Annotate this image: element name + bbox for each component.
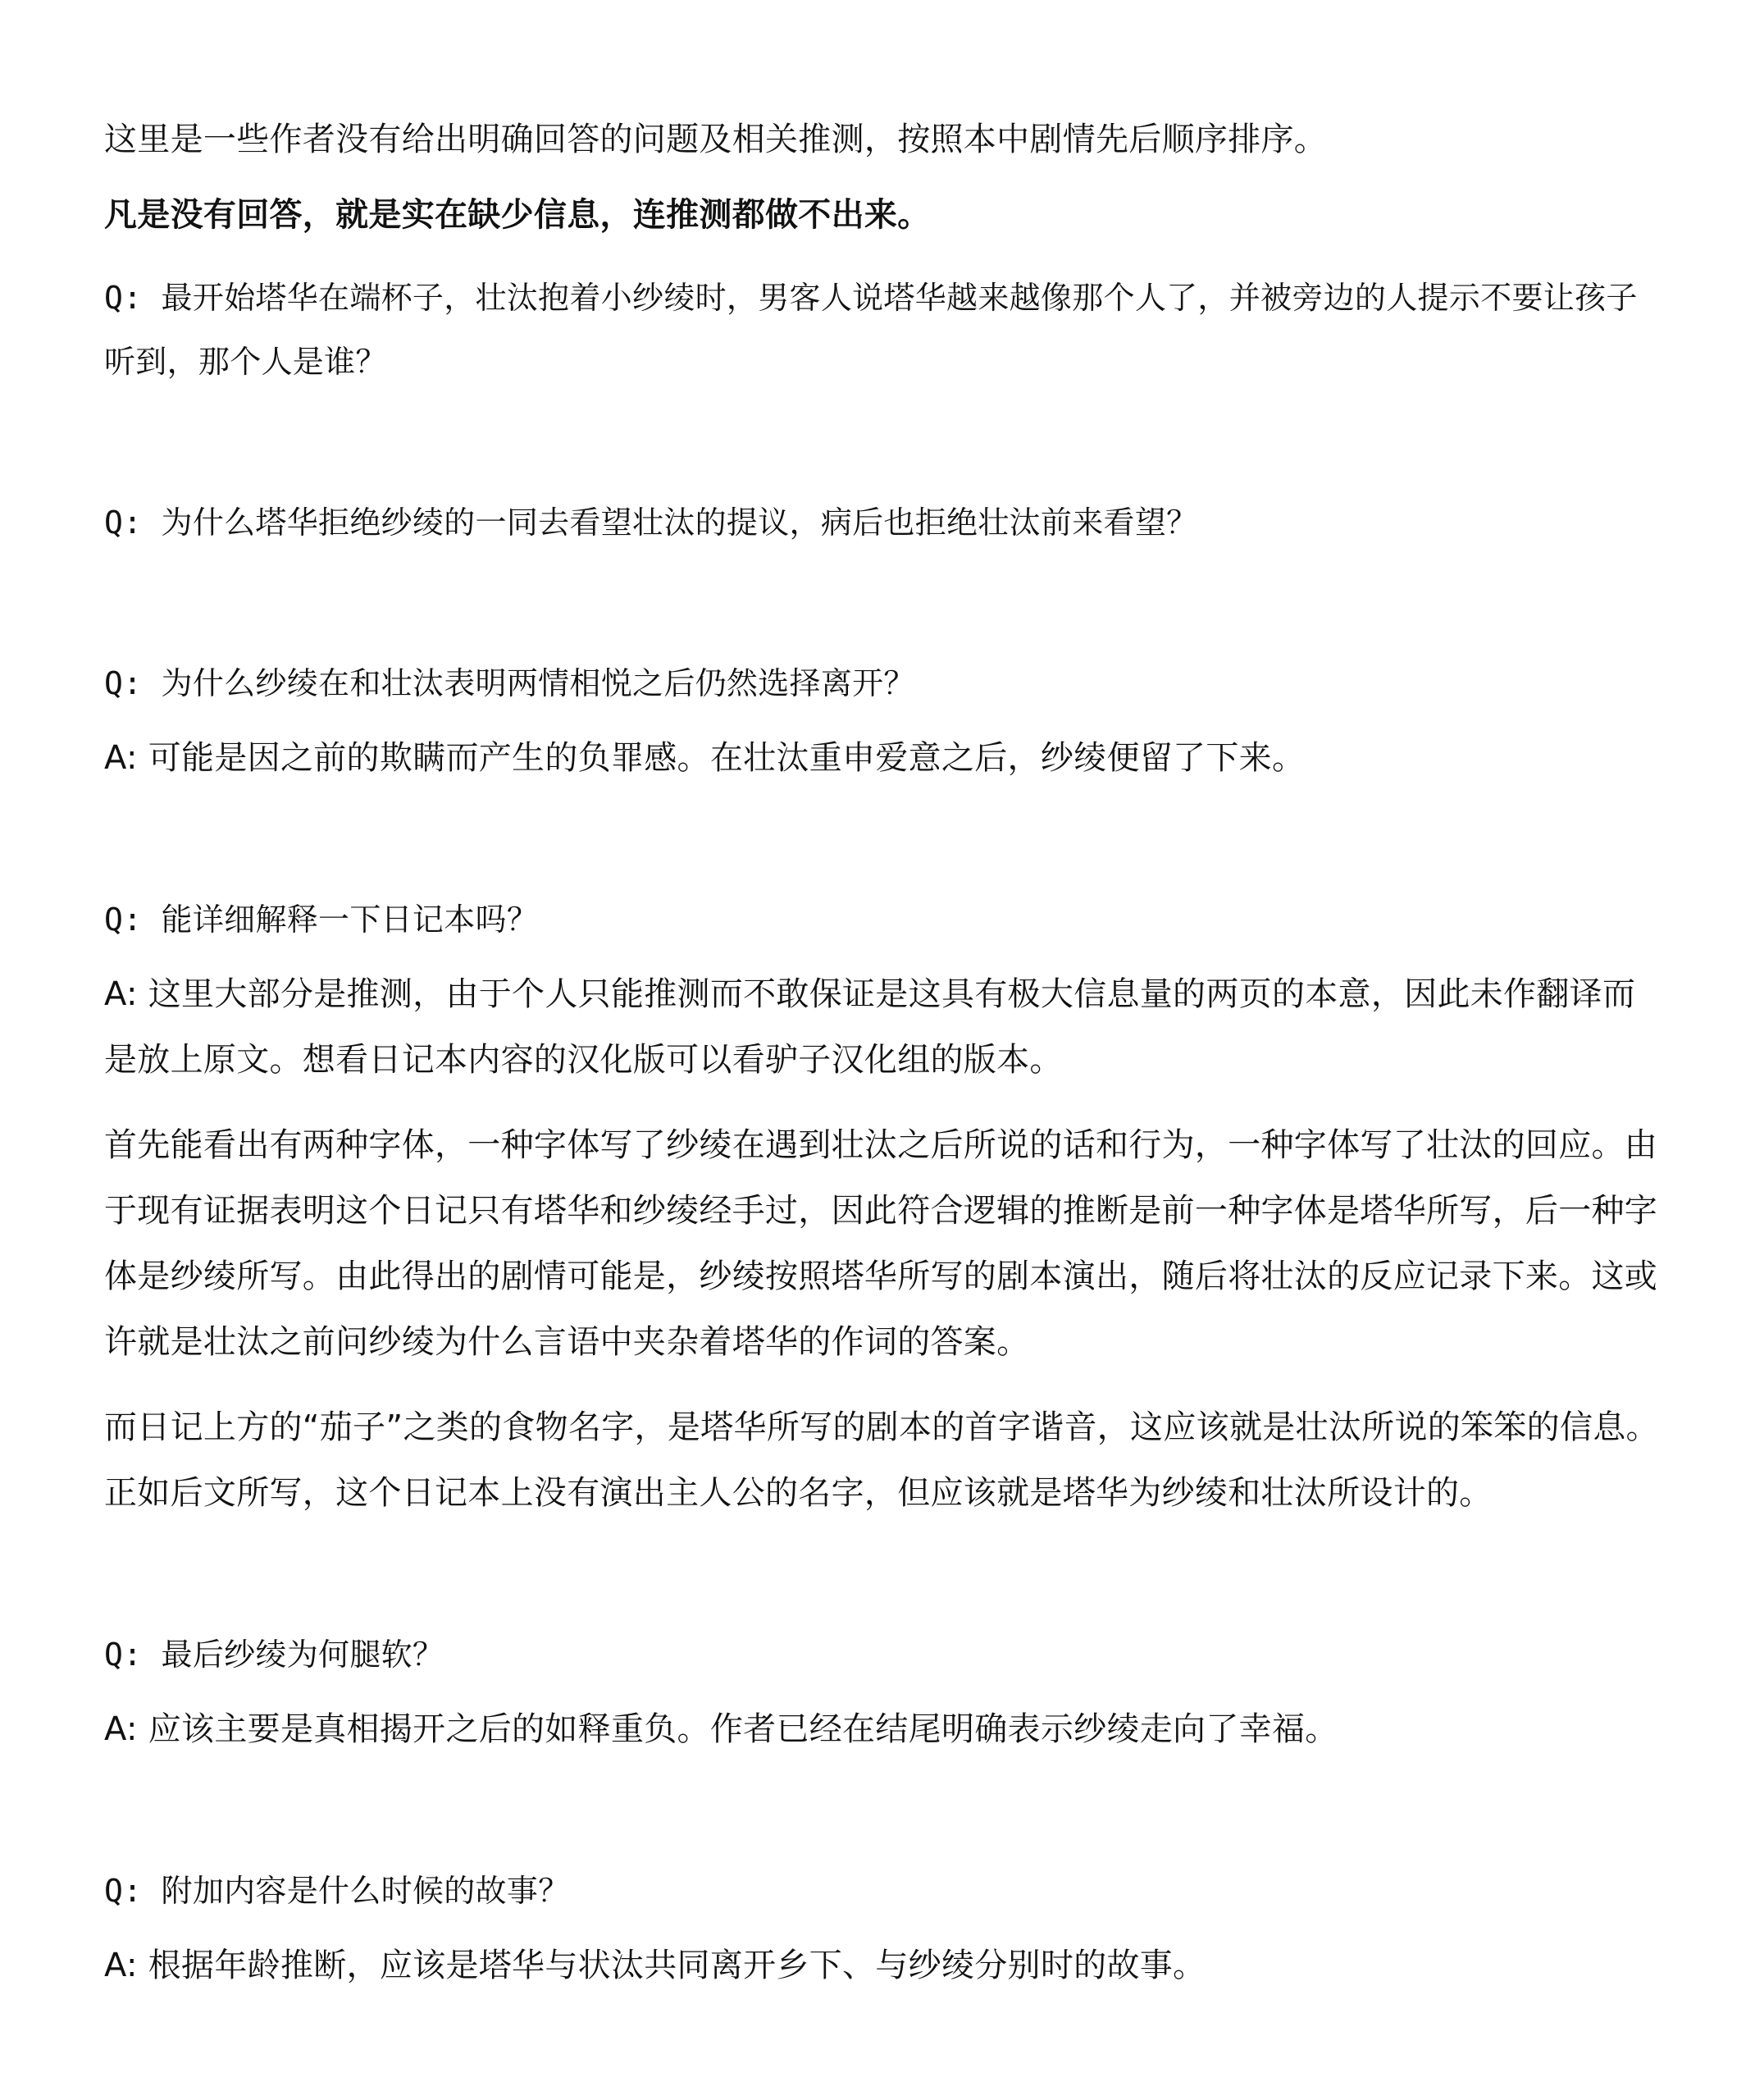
answer-3: A: 可能是因之前的欺瞒而产生的负罪感。在壮汰重申爱意之后，纱绫便留了下来。: [104, 739, 1306, 777]
qa-item-6: [104, 1859, 1662, 1998]
qa-item-4: [104, 888, 1662, 1526]
question-1: Q: 最开始塔华在端杯子，壮汰抱着小纱绫时，男客人说塔华越来越像那个人了，并被旁边的人提示不要让孩子听到，那个人是谁？: [104, 280, 1638, 380]
qa-item-1: [104, 266, 1662, 394]
question-3: Q: 为什么纱绫在和壮汰表明两情相悦之后仍然选择离开？: [104, 665, 915, 701]
qa-item-5: [104, 1623, 1662, 1762]
intro-paragraph: 这里是一些作者没有给出明确回答的问题及相关推测，按照本中剧情先后顺序排序。: [104, 121, 1328, 158]
answer-6: A: 根据年龄推断，应该是塔华与状汰共同离开乡下、与纱绫分别时的故事。: [104, 1947, 1206, 1984]
question-2: Q: 为什么塔华拒绝纱绫的一同去看望壮汰的提议，病后也拒绝壮汰前来看望？: [104, 504, 1198, 541]
answer-4-part-2: 首先能看出有两种字体，一种字体写了纱绫在遇到壮汰之后所说的话和行为，一种字体写了壮汰的回应。由于现有证据表明这个日记只有塔华和纱绫经手过，因此符合逻辑的推断是前一种字体是塔华所写，后一种字体是纱绫所写。由此得出的剧情可能是，纱绫按照塔华所写的剧本演出，随后将壮汰的反应记录下来。这或许就是壮汰之前问纱绫为什么言语中夹杂着塔华的作词的答案。: [104, 1126, 1658, 1361]
qa-item-2: [104, 491, 1662, 555]
answer-4-part-1: A: 这里大部分是推测，由于个人只能推测而不敢保证是这具有极大信息量的两页的本意，因此未作翻译而是放上原文。想看日记本内容的汉化版可以看驴子汉化组的版本。: [104, 975, 1636, 1079]
note-paragraph: 凡是没有回答，就是实在缺少信息，连推测都做不出来。: [104, 196, 931, 234]
question-5: Q: 最后纱绫为何腿软？: [104, 1637, 444, 1673]
question-4: Q: 能详细解释一下日记本吗？: [104, 902, 539, 938]
document-body: [104, 107, 1662, 1998]
question-6: Q: 附加内容是什么时候的故事？: [104, 1873, 570, 1909]
answer-4-part-3: 而日记上方的“茄子”之类的食物名字，是塔华所写的剧本的首字谐音，这应该就是壮汰所说的笨笨的信息。正如后文所写，这个日记本上没有演出主人公的名字，但应该就是塔华为纱绫和壮汰所设计的。: [104, 1408, 1659, 1512]
answer-5: A: 应该主要是真相揭开之后的如释重负。作者已经在结尾明确表示纱绫走向了幸福。: [104, 1710, 1338, 1748]
qa-item-3: [104, 651, 1662, 791]
